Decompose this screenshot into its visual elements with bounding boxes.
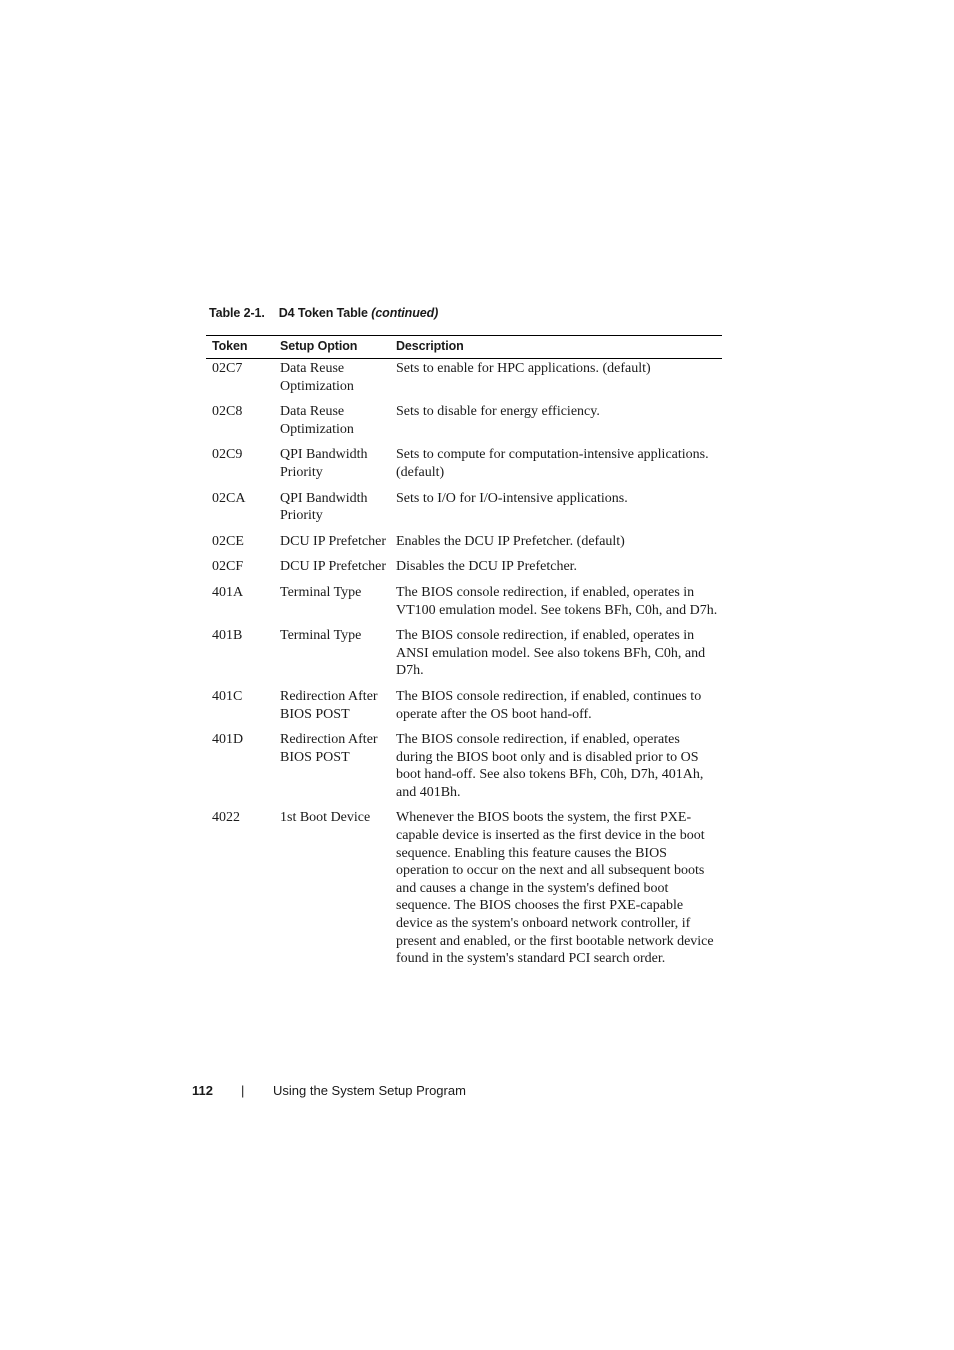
description-cell: The BIOS console redirection, if enabled, operates in VT100 emulation model. See tokens BFh, C0h, and D7h. [396,584,718,618]
description-cell: Enables the DCU IP Prefetcher. (default) [396,533,625,549]
token-cell: 02C7 [212,361,243,376]
caption-continued: (continued) [371,306,439,320]
table-caption [209,306,438,320]
description-cell: Sets to I/O for I/O-intensive applications. [396,490,628,506]
description-cell: The BIOS console redirection, if enabled, operates in ANSI emulation model. See also tokens BFh, C0h, and D7h. [396,628,706,679]
table-row [206,533,722,559]
table-row [206,688,722,731]
description-cell: Sets to compute for computation-intensive applications. (default) [396,447,709,480]
caption-label: Table 2-1. [209,306,265,320]
caption-title: D4 Token Table [278,306,368,320]
description-cell: Sets to enable for HPC applications. (default) [396,361,651,376]
table-row [206,731,722,809]
setup-option-cell: Redirection After BIOS POST [280,688,378,722]
d4-token-table [206,335,722,976]
token-cell: 02CE [212,533,244,549]
setup-option-cell: 1st Boot Device [280,810,371,826]
setup-option-cell: Terminal Type [280,584,362,600]
token-cell: 02CA [212,490,246,506]
token-cell: 401B [212,628,243,644]
description-cell: The BIOS console redirection, if enabled, operates during the BIOS boot only and is disabled prior to OS boot hand-off. See also tokens BFh, C0h, D7h, 401Ah, and 401Bh. [396,732,704,800]
description-cell: Whenever the BIOS boots the system, the first PXE-capable device is inserted as the first device in the boot sequence. Enabling this feature causes the BIOS operation to occur on the next and all subsequent boots and causes a change in the system's defined boot sequence. The BIOS chooses the first PXE-capable device as the system's onboard network controller, if present and enabled, or the first bootable network device found in the system's standard PCI search order. [396,810,714,967]
table-row [206,359,722,404]
footer-section-title: Using the System Setup Program [273,1083,466,1098]
description-cell: The BIOS console redirection, if enabled, continues to operate after the OS boot hand-off. [396,688,702,722]
setup-option-cell: Data Reuse Optimization [280,404,354,437]
table-row [206,403,722,446]
table-row [206,446,722,489]
token-cell: 401D [212,732,244,748]
token-cell: 401C [212,688,243,704]
table-header-row [206,336,722,359]
token-cell: 401A [212,584,244,600]
table-row [206,809,722,975]
header-token: Token [206,336,274,359]
table-row [206,558,722,584]
header-setup-option: Setup Option [274,336,390,359]
token-cell: 02C8 [212,404,243,420]
footer-separator: | [241,1083,245,1098]
page-number: 112 [192,1083,213,1098]
setup-option-cell: DCU IP Prefetcher [280,559,387,575]
setup-option-cell: QPI Bandwidth Priority [280,490,368,524]
setup-option-cell: QPI Bandwidth Priority [280,447,368,480]
setup-option-cell: DCU IP Prefetcher [280,533,387,549]
table-row [206,584,722,627]
header-description: Description [390,336,722,359]
setup-option-cell: Terminal Type [280,628,362,644]
token-cell: 02C9 [212,447,243,463]
token-cell: 4022 [212,810,240,826]
token-cell: 02CF [212,559,244,575]
setup-option-cell: Redirection After BIOS POST [280,732,378,765]
table-row [206,490,722,533]
description-cell: Sets to disable for energy efficiency. [396,404,600,420]
description-cell: Disables the DCU IP Prefetcher. [396,559,578,575]
setup-option-cell: Data Reuse Optimization [280,361,354,394]
table-row [206,627,722,688]
